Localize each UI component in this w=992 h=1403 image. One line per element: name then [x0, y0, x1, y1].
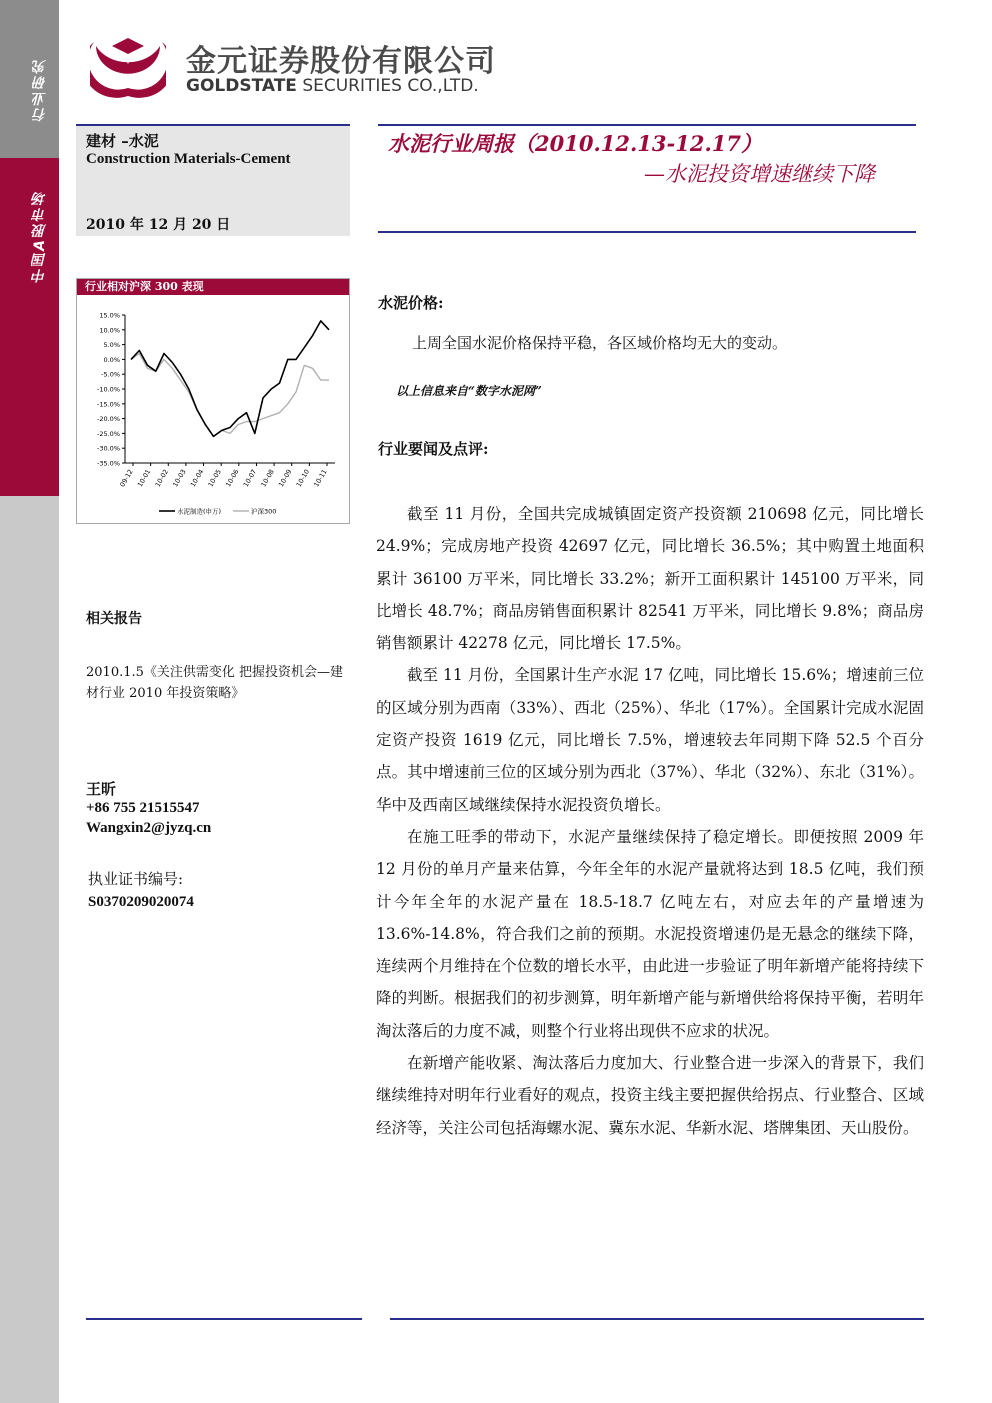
report-title: 水泥行业周报（2010.12.13-12.17）: [388, 131, 762, 156]
chart-y-tick-label: -15.0%: [97, 400, 120, 409]
body-paragraph-2: 截至 11 月份，全国累计生产水泥 17 亿吨，同比增长 15.6%；增速前三位的区域分别为西南（33%）、西北（25%）、华北（17%）。全国累计完成水泥固定资产投资 1619 亿元，同比增长 7.5%，增速较去年同期下降 52.5 个百分点。其中增速前三位的区域分别为西北（37%）、华北（32%）、东北（31%）。华中及西南区域继续保持水泥投资负增长。: [376, 666, 924, 814]
chart-y-tick-label: 0.0%: [103, 355, 120, 364]
chart-y-tick-label: -30.0%: [97, 444, 120, 453]
sidebar-section-label: 行业研究: [32, 58, 48, 122]
chart-y-tick-label: -35.0%: [97, 459, 120, 468]
cement-price-text: 上周全国水泥价格保持平稳，各区域价格均无大的变动。: [412, 334, 788, 352]
analyst-name: 王昕: [86, 780, 117, 798]
sidebar-market-label: 中国A股市场: [32, 190, 48, 283]
logo-mark-icon: [90, 32, 166, 98]
chart-x-tick-label: 10-03: [171, 468, 188, 489]
company-logo: [90, 28, 550, 106]
report-date: 2010 年 12 月 20 日: [86, 217, 231, 233]
industry-news-heading: 行业要闻及点评:: [378, 440, 489, 458]
chart-x-tick-label: 10-06: [224, 468, 241, 489]
chart-x-tick-label: 10-11: [312, 468, 329, 489]
chart-y-tick-label: -5.0%: [101, 370, 120, 379]
related-reports-heading: 相关报告: [86, 611, 142, 627]
chart-x-tick-label: 10-09: [277, 468, 294, 489]
chart-y-tick-label: 10.0%: [99, 326, 120, 335]
report-info-box: [76, 124, 350, 236]
body-paragraph-3: 在施工旺季的带动下，水泥产量继续保持了稳定增长。即便按照 2009 年 12 月份的单月产量来估算，今年全年的水泥产量就将达到 18.5 亿吨，我们预计今年全年的水泥产量在 18.5-18.7 亿吨左右，对应去年的产量增速为 13.6%-14.8%，符合我们之前的预期。水泥投资增速仍是无悬念的继续下降，连续两个月维持在个位数的增长水平，由此进一步验证了明年新增产能将持续下降的判断。根据我们的初步测算，明年新增产能与新增供给将保持平衡，若明年淘汰落后的力度不减，则整个行业将出现供不应求的状况。: [376, 827, 924, 1040]
chart-y-tick-label: 5.0%: [103, 341, 120, 350]
logo-name-en: [186, 76, 479, 96]
related-report-item: 2010.1.5《关注供需变化 把握投资机会—建材行业 2010 年投资策略》: [86, 665, 344, 701]
body-paragraph-1: 截至 11 月份，全国共完成城镇固定资产投资额 210698 亿元，同比增长 24.9%；完成房地产投资 42697 亿元，同比增长 36.5%；其中购置土地面积累计 36100 万平米，同比增长 33.2%；新开工面积累计 145100 万平米，同比增长 48.7%；商品房销售面积累计 82541 万平米，同比增长 9.8%；商品房销售额累计 42278 亿元，同比增长 17.5%。: [376, 505, 924, 653]
cement-price-heading: 水泥价格:: [378, 294, 444, 312]
analyst-email: Wangxin2@jyzq.cn: [86, 820, 212, 836]
chart-x-tick-label: 10-02: [153, 468, 171, 489]
category-cn: 建材 –水泥: [86, 132, 159, 150]
body-paragraph-4: 在新增产能收紧、淘汰落后力度加大、行业整合进一步深入的背景下，我们继续维持对明年行业看好的观点，投资主线主要把握供给拐点、行业整合、区域经济等，关注公司包括海螺水泥、冀东水泥、华新水泥、塔牌集团、天山股份。: [376, 1054, 924, 1137]
chart-x-tick-label: 10-10: [294, 468, 312, 489]
legend-label-industry: 水泥制造(申万): [177, 507, 222, 516]
title-rule-bottom: [378, 231, 916, 233]
footer-rule-right: [390, 1318, 924, 1320]
chart-y-tick-label: -10.0%: [97, 385, 120, 394]
logo-name-en-rest: SECURITIES CO.,LTD.: [296, 76, 479, 96]
source-note: 以上信息来自“数字水泥网”: [396, 384, 542, 398]
chart-x-tick-label: 10-07: [241, 468, 259, 489]
chart-x-tick-label: 10-01: [135, 468, 153, 489]
chart-series-index: [131, 354, 329, 437]
chart-y-tick-label: -25.0%: [97, 429, 120, 438]
chart-y-tick-label: 15.0%: [99, 311, 120, 320]
legend-label-index: 沪深300: [251, 507, 277, 516]
report-subtitle: —水泥投资增速继续下降: [644, 162, 875, 186]
certificate-number: S0370209020074: [88, 894, 194, 910]
certificate-label: 执业证书编号:: [88, 870, 184, 888]
footer-rule-left: [86, 1318, 362, 1320]
chart-x-tick-label: 10-05: [206, 468, 223, 489]
chart-x-tick-label: 10-08: [259, 468, 276, 489]
chart-x-tick-label: 09-12: [118, 468, 135, 489]
category-en: Construction Materials-Cement: [86, 151, 291, 167]
chart-header: 行业相对沪深 300 表现: [77, 279, 349, 295]
performance-chart: [76, 278, 350, 524]
chart-series-industry: [131, 321, 329, 437]
logo-name-en-bold: GOLDSTATE: [186, 76, 297, 96]
chart-x-tick-label: 10-04: [188, 468, 206, 489]
logo-name-cn: 金元证券股份有限公司: [186, 44, 496, 79]
analyst-phone: +86 755 21515547: [86, 800, 200, 816]
title-rule-top: [378, 124, 916, 126]
chart-y-tick-label: -20.0%: [97, 415, 120, 424]
left-sidebar: [0, 0, 59, 1403]
report-body: [376, 498, 924, 1144]
chart-svg: [77, 295, 349, 523]
